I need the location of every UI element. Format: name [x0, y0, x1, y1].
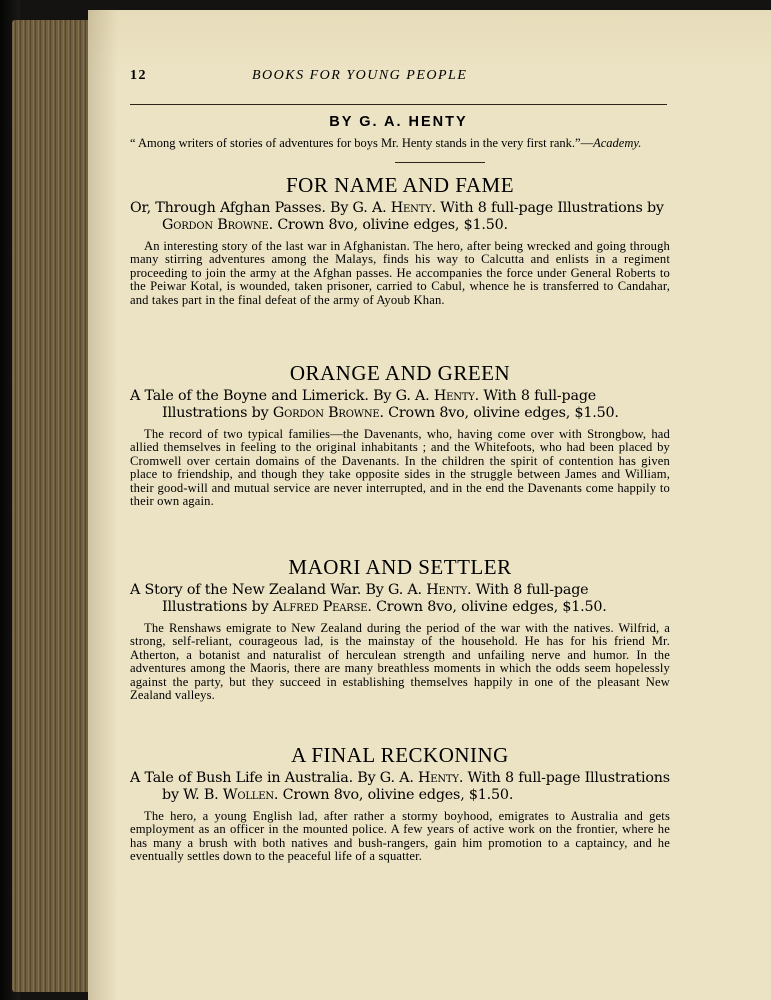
author-name: Henty — [390, 200, 432, 216]
desc-text: . With 8 full-page Illustrations by — [431, 200, 664, 216]
desc-text: . Crown 8vo, olivine edges, $1.50. — [367, 599, 607, 615]
book-entry — [130, 172, 670, 307]
desc-text: A Tale of Bush Life in Australia. By G. A. — [130, 770, 419, 786]
desc-text: A Tale of the Boyne and Limerick. By G. A. — [130, 388, 434, 404]
author-name: Henty — [418, 770, 459, 786]
book-summary: The record of two typical families—the Davenants, who, having come over with Strongbow, had allied themselves in feeling to the original inhabitants ; and the Whitefoots, who had been placed by Cromwell over certain domains of the Davenants. In the children the spirit of contention has given place to friendship, and though they take opposite sides in the struggle between James and William, their good-will and mutual service are never interrupted, and in the end the Davenants come happily to their own again. — [130, 427, 670, 509]
header-rule — [130, 104, 667, 105]
quote-source: Academy. — [593, 136, 642, 150]
illustrator-name: Gordon Browne — [272, 405, 380, 421]
desc-text: . With 8 full-page Illustrations by W. B. — [162, 770, 670, 803]
quote-rule — [395, 162, 485, 163]
book-description — [130, 388, 670, 422]
author-name: Henty — [433, 388, 475, 404]
desc-text: . With 8 full-page Illustrations by — [162, 388, 597, 421]
illustrator-name: Gordon Browne — [162, 217, 269, 233]
book-title: MAORI AND SETTLER — [288, 555, 512, 579]
desc-text: . With 8 full-page Illustrations by — [162, 582, 589, 615]
book-page-edges — [12, 20, 92, 992]
desc-text: Or, Through Afghan Passes. By G. A. — [130, 200, 391, 216]
desc-text: . Crown 8vo, olivine edges, $1.50. — [273, 787, 514, 803]
book-description — [130, 582, 670, 616]
desc-text: . Crown 8vo, olivine edges, $1.50. — [379, 405, 619, 421]
book-title: ORANGE AND GREEN — [289, 361, 511, 385]
page-number: 12 — [130, 68, 147, 83]
running-title: BOOKS FOR YOUNG PEOPLE — [252, 68, 468, 83]
quote-text: “ Among writers of stories of adventures for boys Mr. Henty stands in the very first rank.”— — [130, 136, 594, 150]
book-title: FOR NAME AND FAME — [285, 173, 515, 197]
book-summary: The hero, a young English lad, after rather a stormy boyhood, emigrates to Australia and gets employment as an officer in the mounted police. A few years of active work on the frontier, where he has many a brush with both natives and bush-rangers, gain him promotion to a captaincy, and he eventually settles down to the peaceful life of a squatter. — [130, 809, 670, 864]
book-summary: An interesting story of the last war in Afghanistan. The hero, after being wrecked and going through many stirring adventures among the Malays, finds his way to Calcutta and enlists in a regiment proceeding to join the army at the Afghan passes. He accompanies the force under General Roberts to the Peiwar Kotal, is wounded, taken prisoner, carried to Cabul, whence he is transferred to Candahar, and takes part in the final defeat of the army of Ayoub Khan. — [130, 239, 670, 307]
author-heading: BY G. A. HENTY — [329, 114, 468, 130]
book-description — [130, 770, 670, 804]
author-name: Henty — [426, 582, 468, 598]
book-summary: The Renshaws emigrate to New Zealand during the period of the war with the natives. Wilfrid, a strong, self-reliant, courageous lad, is the mainstay of the household. He has for his friend Mr. Atherton, a botanist and naturalist of herculean strength and unfailing nerve and humor. In the adventures among the Maoris, there are many breathless moments in which the odds seem hopelessly against the party, but they succeed in establishing themselves happily in one of the pleasant New Zealand valleys. — [130, 621, 670, 703]
book-title: A FINAL RECKONING — [291, 743, 509, 767]
press-quote — [130, 137, 670, 150]
book-entry — [130, 554, 670, 702]
illustrator-name: Alfred Pearse — [272, 599, 368, 615]
illustrator-name: Wollen — [222, 787, 274, 803]
desc-text: . Crown 8vo, olivine edges, $1.50. — [268, 217, 508, 233]
book-entry — [130, 360, 670, 508]
desc-text: A Story of the New Zealand War. By G. A. — [130, 582, 427, 598]
book-description — [130, 200, 670, 234]
book-entry — [130, 742, 670, 864]
